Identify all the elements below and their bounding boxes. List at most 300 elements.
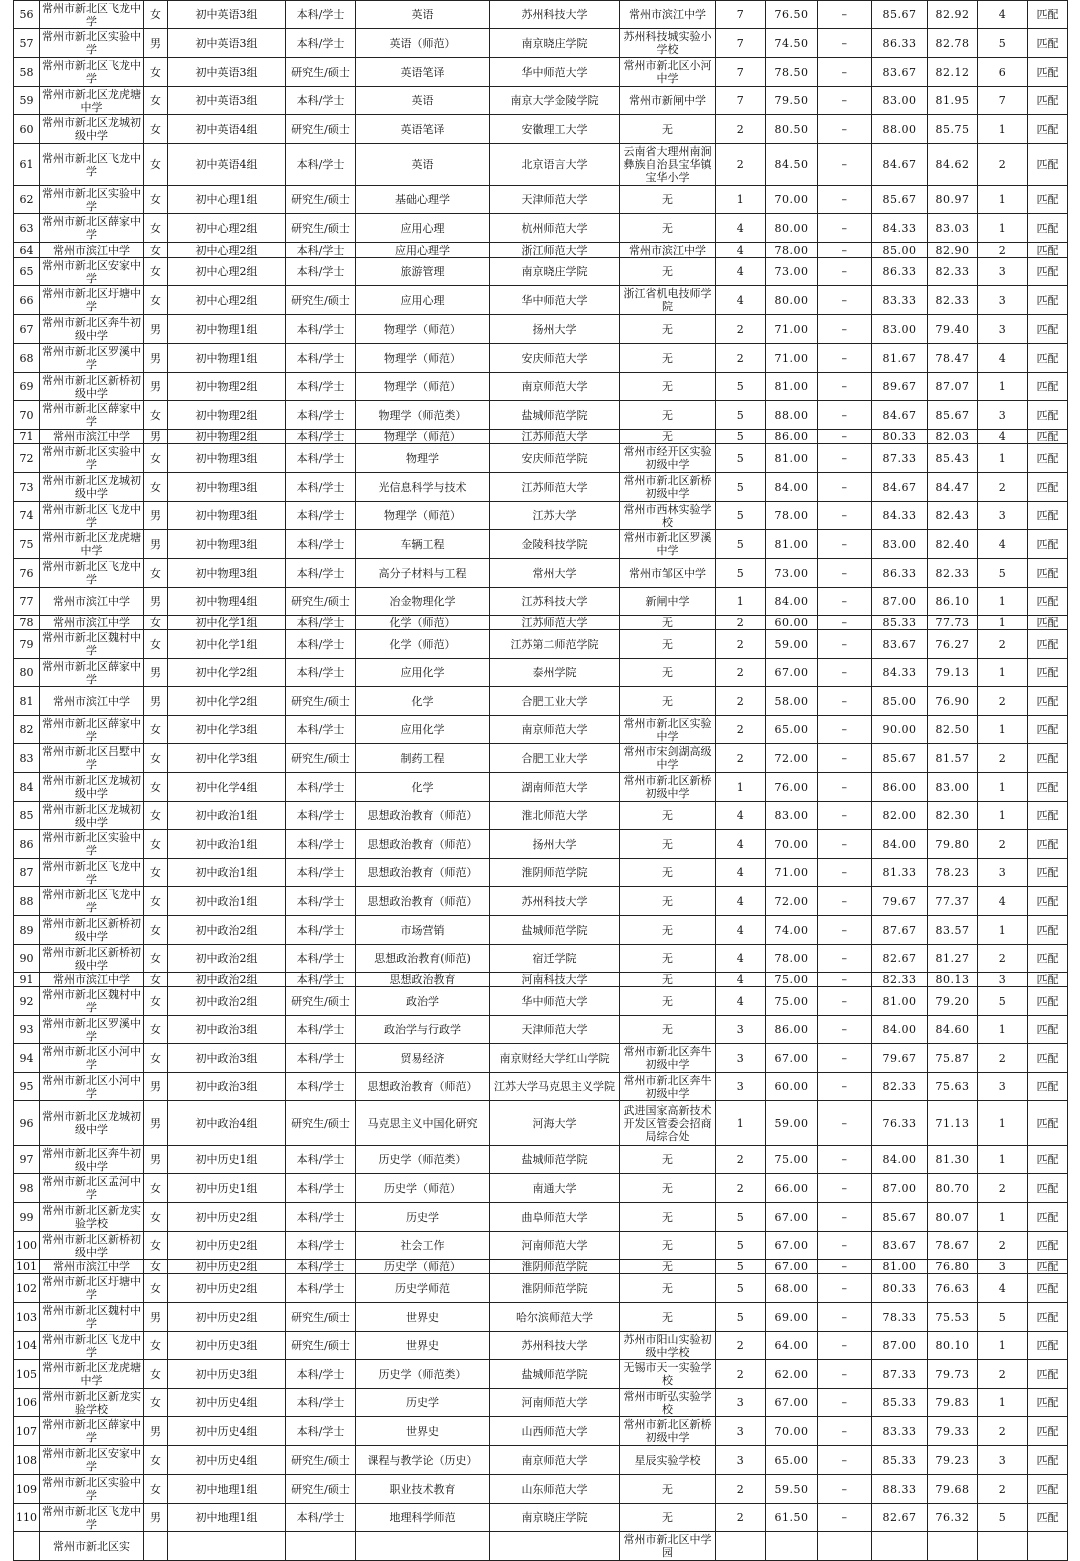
interview-score-cell: 83.67 [872,58,928,87]
index-cell: 77 [14,588,40,616]
major-cell: 物理学（师范） [356,344,490,373]
written-score-cell: 62.00 [766,1360,818,1389]
gender-cell: 女 [144,1044,168,1073]
workplace-cell: 无 [620,1260,716,1274]
match-cell: 匹配 [1028,916,1068,945]
rank-cell: 2 [978,1417,1028,1446]
university-cell: 山东师范大学 [490,1475,620,1504]
table-row [14,502,1068,530]
gender-cell: 女 [144,401,168,430]
gender-cell: 男 [144,530,168,559]
major-cell: 英语（师范） [356,29,490,58]
interview-score-cell: 82.67 [872,1504,928,1532]
written-score-cell: 80.00 [766,286,818,315]
table-row [14,1303,1068,1332]
group-cell: 初中英语4组 [168,115,286,144]
bonus-cell: – [818,1360,872,1389]
written-score-cell: 86.00 [766,1016,818,1044]
table-row [14,1332,1068,1360]
ratio-cell: 1 [716,588,766,616]
written-score-cell: 75.00 [766,987,818,1016]
written-score-cell: 64.00 [766,1332,818,1360]
rank-cell: 2 [978,1174,1028,1203]
workplace-cell: 无 [620,401,716,430]
results-table [13,0,1068,1561]
degree-cell: 本科/学士 [286,830,356,859]
ratio-cell: 2 [716,1475,766,1504]
degree-cell: 本科/学士 [286,1417,356,1446]
interview-score-cell: 76.33 [872,1101,928,1146]
degree-cell: 本科/学士 [286,473,356,502]
match-cell: 匹配 [1028,530,1068,559]
workplace-cell: 无 [620,186,716,214]
degree-cell: 研究生/硕士 [286,588,356,616]
gender-cell: 女 [144,1332,168,1360]
university-cell: 江苏师范大学 [490,430,620,444]
written-score-cell: 70.00 [766,830,818,859]
match-cell: 匹配 [1028,1332,1068,1360]
school-cell: 常州市新北区飞龙中学 [40,58,144,87]
group-cell: 初中英语3组 [168,29,286,58]
gender-cell: 女 [144,1389,168,1417]
match-cell: 匹配 [1028,115,1068,144]
match-cell: 匹配 [1028,830,1068,859]
degree-cell: 本科/学士 [286,659,356,687]
table-row [14,1174,1068,1203]
total-score-cell: 86.10 [928,588,978,616]
total-score-cell: 75.87 [928,1044,978,1073]
school-cell: 常州市新北区安家中学 [40,1446,144,1475]
written-score-cell: 60.00 [766,1073,818,1101]
ratio-cell: 5 [716,530,766,559]
workplace-cell: 无 [620,887,716,916]
workplace-cell: 无 [620,802,716,830]
group-cell: 初中历史1组 [168,1146,286,1174]
university-cell: 杭州师范大学 [490,214,620,243]
ratio-cell: 5 [716,444,766,473]
ratio-cell: 7 [716,58,766,87]
degree-cell: 本科/学士 [286,1044,356,1073]
university-cell: 河南师范大学 [490,1232,620,1260]
interview-score-cell: 83.67 [872,630,928,659]
university-cell: 江苏师范大学 [490,473,620,502]
bonus-cell: – [818,1504,872,1532]
university-cell: 南京师范大学 [490,716,620,744]
university-cell: 安庆师范学院 [490,444,620,473]
rank-cell: 3 [978,502,1028,530]
interview-score-cell: 83.67 [872,1232,928,1260]
school-cell: 常州市滨江中学 [40,588,144,616]
degree-cell: 研究生/硕士 [286,1101,356,1146]
major-cell: 基础心理学 [356,186,490,214]
rank-cell: 2 [978,1044,1028,1073]
university-cell: 淮北师范大学 [490,802,620,830]
interview-score-cell: 82.00 [872,802,928,830]
university-cell: 江苏大学 [490,502,620,530]
table-row [14,1475,1068,1504]
index-cell: 70 [14,401,40,430]
interview-score-cell: 85.33 [872,616,928,630]
school-cell: 常州市新北区薛家中学 [40,214,144,243]
workplace-cell: 无 [620,1232,716,1260]
total-score-cell: 81.27 [928,945,978,973]
bonus-cell: – [818,344,872,373]
rank-cell: 3 [978,859,1028,887]
gender-cell: 女 [144,716,168,744]
group-cell: 初中历史4组 [168,1389,286,1417]
group-cell: 初中历史4组 [168,1417,286,1446]
school-cell: 常州市新北区龙虎塘中学 [40,1360,144,1389]
interview-score-cell: 84.33 [872,214,928,243]
table-row [14,887,1068,916]
gender-cell: 女 [144,1174,168,1203]
interview-score-cell: 87.33 [872,1360,928,1389]
school-cell: 常州市新北区圩塘中学 [40,286,144,315]
written-score-cell: 84.00 [766,473,818,502]
interview-score-cell: 87.67 [872,916,928,945]
university-cell: 淮阴师范学院 [490,859,620,887]
degree-cell: 本科/学士 [286,559,356,588]
workplace-cell: 无 [620,1174,716,1203]
workplace-cell: 无 [620,430,716,444]
rank-cell: 5 [978,559,1028,588]
total-score-cell: 79.73 [928,1360,978,1389]
bonus-cell: – [818,830,872,859]
bonus-cell: – [818,773,872,802]
total-score-cell: 82.50 [928,716,978,744]
rank-cell: 2 [978,945,1028,973]
interview-score-cell: 86.33 [872,559,928,588]
school-cell: 常州市滨江中学 [40,1260,144,1274]
match-cell: 匹配 [1028,29,1068,58]
bonus-cell: – [818,1274,872,1303]
major-cell: 历史学 [356,1203,490,1232]
table-row [14,716,1068,744]
written-score-cell: 72.00 [766,744,818,773]
group-cell: 初中英语3组 [168,87,286,115]
interview-score-cell: 84.33 [872,659,928,687]
ratio-cell: 2 [716,344,766,373]
university-cell: 合肥工业大学 [490,687,620,716]
school-cell: 常州市新北区薛家中学 [40,716,144,744]
index-cell: 97 [14,1146,40,1174]
rank-cell: 1 [978,186,1028,214]
match-cell: 匹配 [1028,1101,1068,1146]
gender-cell: 男 [144,1303,168,1332]
results-sheet [13,0,1067,1561]
group-cell: 初中物理4组 [168,588,286,616]
interview-score-cell: 83.00 [872,530,928,559]
group-cell: 初中历史3组 [168,1360,286,1389]
bonus-cell: – [818,58,872,87]
degree-cell: 本科/学士 [286,258,356,286]
index-cell: 86 [14,830,40,859]
ratio-cell: 5 [716,1260,766,1274]
ratio-cell: 5 [716,1232,766,1260]
table-row [14,214,1068,243]
interview-score-cell: 79.67 [872,887,928,916]
ratio-cell: 5 [716,502,766,530]
rank-cell: 2 [978,243,1028,258]
group-cell: 初中地理1组 [168,1504,286,1532]
major-cell: 应用心理 [356,214,490,243]
university-cell: 江苏科技大学 [490,588,620,616]
total-score-cell: 77.73 [928,616,978,630]
match-cell: 匹配 [1028,1360,1068,1389]
group-cell: 初中历史2组 [168,1274,286,1303]
school-cell: 常州市新北区薛家中学 [40,401,144,430]
degree-cell: 本科/学士 [286,802,356,830]
rank-cell: 2 [978,630,1028,659]
table-row [14,1260,1068,1274]
total-score-cell: 79.40 [928,315,978,344]
index-cell: 64 [14,243,40,258]
ratio-cell: 2 [716,687,766,716]
match-cell: 匹配 [1028,214,1068,243]
total-score-cell: 84.62 [928,144,978,186]
ratio-cell: 2 [716,744,766,773]
index-cell: 62 [14,186,40,214]
index-cell: 71 [14,430,40,444]
major-cell: 英语笔译 [356,115,490,144]
total-score-cell: 78.47 [928,344,978,373]
written-score-cell: 78.00 [766,945,818,973]
interview-score-cell: 88.33 [872,1475,928,1504]
school-cell: 常州市新北区飞龙中学 [40,502,144,530]
gender-cell: 女 [144,258,168,286]
total-score-cell: 80.70 [928,1174,978,1203]
group-cell: 初中英语3组 [168,58,286,87]
written-score-cell: 78.50 [766,58,818,87]
ratio-cell: 2 [716,144,766,186]
school-cell: 常州市新北区圩塘中学 [40,1274,144,1303]
total-score-cell: 82.90 [928,243,978,258]
gender-cell: 男 [144,1417,168,1446]
school-cell: 常州市滨江中学 [40,430,144,444]
group-cell: 初中心理2组 [168,214,286,243]
major-cell: 物理学（师范） [356,430,490,444]
bonus-cell: – [818,987,872,1016]
index-cell: 98 [14,1174,40,1203]
written-score-cell: 83.00 [766,802,818,830]
written-score-cell: 86.00 [766,430,818,444]
university-cell: 宿迁学院 [490,945,620,973]
university-cell: 淮阴师范学院 [490,1260,620,1274]
degree-cell: 本科/学士 [286,29,356,58]
rank-cell: 6 [978,58,1028,87]
total-score-cell: 82.03 [928,430,978,444]
school-cell: 常州市新北区魏村中学 [40,987,144,1016]
written-score-cell: 78.00 [766,243,818,258]
degree-cell: 本科/学士 [286,1232,356,1260]
total-score-cell: 80.10 [928,1332,978,1360]
match-cell: 匹配 [1028,444,1068,473]
total-score-cell: 82.40 [928,530,978,559]
major-cell: 思想政治教育（师范） [356,830,490,859]
bonus-cell: – [818,588,872,616]
gender-cell: 女 [144,945,168,973]
total-score-cell: 82.78 [928,29,978,58]
written-score-cell: 78.00 [766,502,818,530]
written-score-cell: 67.00 [766,1044,818,1073]
ratio-cell: 7 [716,1,766,29]
match-cell: 匹配 [1028,1232,1068,1260]
table-row [14,687,1068,716]
interview-score-cell: 86.33 [872,258,928,286]
major-cell: 思想政治教育（师范） [356,887,490,916]
university-cell: 华中师范大学 [490,987,620,1016]
ratio-cell: 2 [716,115,766,144]
bonus-cell: – [818,1332,872,1360]
rank-cell: 1 [978,1146,1028,1174]
university-cell: 江苏第二师范学院 [490,630,620,659]
total-score-cell: 76.63 [928,1274,978,1303]
school-cell: 常州市滨江中学 [40,616,144,630]
match-cell: 匹配 [1028,1303,1068,1332]
rank-cell: 5 [978,987,1028,1016]
degree-cell: 本科/学士 [286,144,356,186]
gender-cell: 男 [144,659,168,687]
ratio-cell: 2 [716,630,766,659]
group-cell: 初中化学1组 [168,630,286,659]
gender-cell: 女 [144,473,168,502]
gender-cell: 女 [144,987,168,1016]
total-score-cell: 87.07 [928,373,978,401]
match-cell: 匹配 [1028,1146,1068,1174]
group-cell: 初中政治1组 [168,859,286,887]
written-score-cell: 59.00 [766,1101,818,1146]
school-cell: 常州市新北区龙城初级中学 [40,115,144,144]
bonus-cell: – [818,659,872,687]
bonus-cell: – [818,559,872,588]
table-row [14,1073,1068,1101]
workplace-cell: 常州市新北区中学园 [620,1532,716,1561]
index-cell: 92 [14,987,40,1016]
total-score-cell: 82.33 [928,286,978,315]
table-row [14,243,1068,258]
total-score-cell: 71.13 [928,1101,978,1146]
group-cell: 初中化学2组 [168,659,286,687]
gender-cell: 男 [144,373,168,401]
rank-cell: 2 [978,473,1028,502]
university-cell: 常州大学 [490,559,620,588]
written-score-cell: 67.00 [766,659,818,687]
school-cell: 常州市新北区龙城初级中学 [40,802,144,830]
school-cell: 常州市新北区奔牛初级中学 [40,315,144,344]
workplace-cell: 无 [620,1303,716,1332]
match-cell: 匹配 [1028,1203,1068,1232]
bonus-cell: – [818,802,872,830]
university-cell: 华中师范大学 [490,286,620,315]
table-row [14,987,1068,1016]
rank-cell: 1 [978,1101,1028,1146]
match-cell: 匹配 [1028,258,1068,286]
major-cell: 历史学（师范类） [356,1146,490,1174]
bonus-cell: – [818,87,872,115]
group-cell: 初中物理3组 [168,559,286,588]
workplace-cell: 无 [620,945,716,973]
written-score-cell: 73.00 [766,258,818,286]
bonus-cell: – [818,916,872,945]
rank-cell: 5 [978,1504,1028,1532]
gender-cell: 女 [144,630,168,659]
workplace-cell: 无 [620,987,716,1016]
school-cell: 常州市新北区龙城初级中学 [40,773,144,802]
school-cell: 常州市新北区罗溪中学 [40,1016,144,1044]
group-cell: 初中英语4组 [168,144,286,186]
index-cell: 73 [14,473,40,502]
group-cell: 初中化学3组 [168,716,286,744]
total-score-cell: 81.30 [928,1146,978,1174]
written-score-cell: 70.00 [766,186,818,214]
major-cell: 历史学（师范类） [356,1360,490,1389]
ratio-cell: 4 [716,887,766,916]
gender-cell: 女 [144,214,168,243]
interview-score-cell: 83.00 [872,315,928,344]
major-cell: 思想政治教育 [356,973,490,987]
written-score-cell: 67.00 [766,1203,818,1232]
gender-cell: 女 [144,616,168,630]
total-score-cell: 84.47 [928,473,978,502]
ratio-cell: 4 [716,916,766,945]
degree-cell: 研究生/硕士 [286,987,356,1016]
total-score-cell: 76.32 [928,1504,978,1532]
workplace-cell: 常州市新北区奔牛初级中学 [620,1073,716,1101]
degree-cell: 本科/学士 [286,859,356,887]
match-cell: 匹配 [1028,1475,1068,1504]
table-row [14,258,1068,286]
written-score-cell: 58.00 [766,687,818,716]
workplace-cell: 无 [620,687,716,716]
total-score-cell: 84.60 [928,1016,978,1044]
ratio-cell: 3 [716,1073,766,1101]
workplace-cell: 常州市新北区实验中学 [620,716,716,744]
written-score-cell: 84.50 [766,144,818,186]
rank-cell: 3 [978,401,1028,430]
degree-cell: 本科/学士 [286,916,356,945]
degree-cell: 本科/学士 [286,344,356,373]
written-score-cell: 71.00 [766,859,818,887]
degree-cell: 研究生/硕士 [286,58,356,87]
school-cell: 常州市新北区实验中学 [40,186,144,214]
interview-score-cell: 84.00 [872,1016,928,1044]
school-cell: 常州市新北区新桥初级中学 [40,916,144,945]
rank-cell: 2 [978,1232,1028,1260]
ratio-cell: 5 [716,473,766,502]
workplace-cell: 武进国家高新技术开发区管委会招商局综合处 [620,1101,716,1146]
major-cell: 物理学（师范） [356,502,490,530]
university-cell: 盐城师范学院 [490,1360,620,1389]
table-row [14,973,1068,987]
ratio-cell: 7 [716,87,766,115]
workplace-cell: 无 [620,1203,716,1232]
interview-score-cell: 78.33 [872,1303,928,1332]
university-cell: 江苏大学马克思主义学院 [490,1073,620,1101]
university-cell: 盐城师范学院 [490,401,620,430]
gender-cell: 男 [144,344,168,373]
major-cell: 应用心理学 [356,243,490,258]
degree-cell: 本科/学士 [286,1,356,29]
total-score-cell: 79.13 [928,659,978,687]
ratio-cell: 4 [716,987,766,1016]
workplace-cell: 无 [620,659,716,687]
major-cell: 市场营销 [356,916,490,945]
workplace-cell: 无锡市天一实验学校 [620,1360,716,1389]
workplace-cell: 无 [620,1274,716,1303]
rank-cell: 3 [978,1260,1028,1274]
index-cell: 63 [14,214,40,243]
group-cell: 初中历史2组 [168,1260,286,1274]
